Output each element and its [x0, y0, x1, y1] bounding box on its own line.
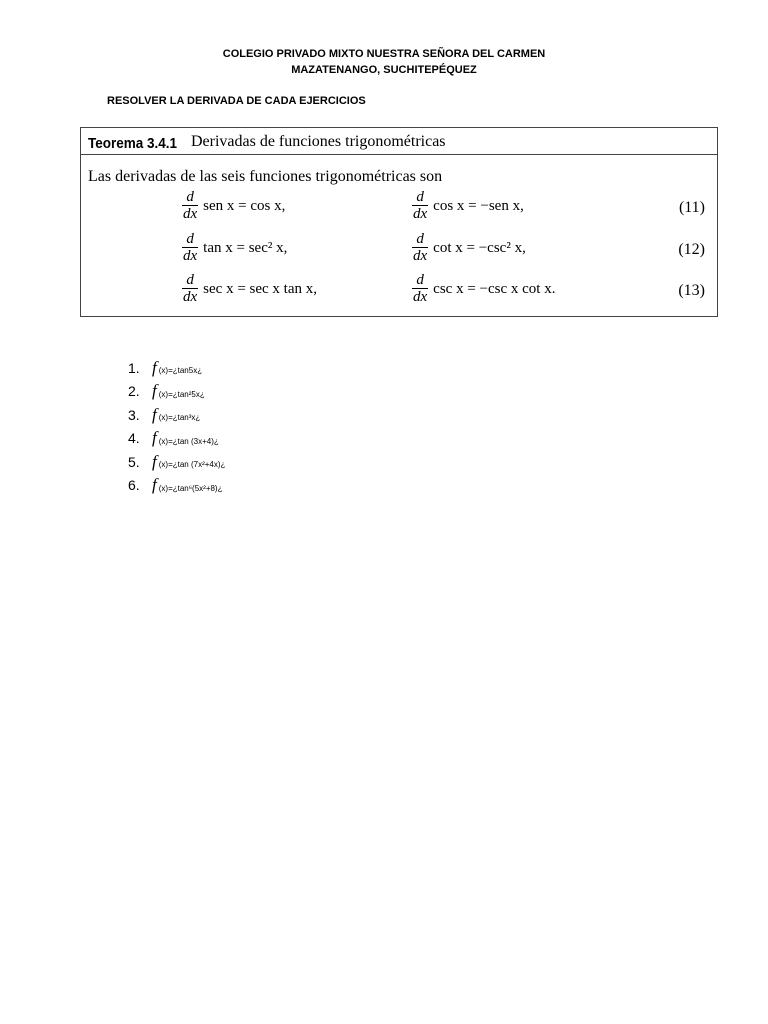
derivative-operator: $\frac{d}{dx}$ — [413, 272, 428, 305]
function-expression: (x)=¿tan (3x+4)¿ — [158, 436, 219, 446]
school-location: MAZATENANGO, SUCHITEPÉQUEZ — [291, 64, 477, 76]
function-symbol: f — [152, 404, 157, 424]
exercise-item — [128, 427, 225, 451]
exercise-item — [128, 474, 225, 498]
equation-number: (13) — [678, 282, 705, 299]
formula-row — [81, 273, 717, 309]
function-expression: (x)=¿tan5x¿ — [158, 366, 203, 376]
function-expression: (x)=¿tan³x¿ — [158, 413, 201, 423]
exercise-item — [128, 403, 225, 427]
function-symbol: f — [152, 381, 157, 401]
derivative-operator: $\frac{d}{dx}$ — [413, 189, 428, 222]
exercise-number: 3. — [128, 406, 140, 423]
derivative-operator: $\frac{d}{dx}$ — [183, 189, 198, 222]
theorem-header — [81, 128, 717, 155]
derivative-operator: $\frac{d}{dx}$ — [413, 231, 428, 264]
exercise-item — [128, 450, 225, 474]
school-name: COLEGIO PRIVADO MIXTO NUESTRA SEÑORA DEL CARMEN — [222, 48, 546, 60]
function-expression: (x)=¿tan (7x²+4x)¿ — [158, 460, 226, 470]
formula-text: sec x = sec x tan x, — [203, 280, 318, 297]
equation-number: (11) — [678, 199, 705, 216]
function-symbol: f — [152, 451, 157, 471]
school-header — [0, 46, 768, 78]
theorem-intro: Las derivadas de las seis funciones trigonométricas son — [88, 168, 443, 185]
function-expression: (x)=¿tan⁶(5x²+8)¿ — [158, 483, 223, 493]
exercise-list — [128, 356, 225, 497]
formula-text: cos x = −sen x, — [433, 197, 524, 214]
formula-text: tan x = sec² x, — [203, 239, 288, 256]
formula-right — [412, 232, 526, 264]
exercise-number: 5. — [128, 453, 140, 470]
equation-number: (12) — [678, 241, 705, 258]
formula-left — [182, 232, 287, 264]
formula-right — [412, 190, 524, 222]
exercise-number: 6. — [128, 477, 140, 494]
instruction-text: RESOLVER LA DERIVADA DE CADA EJERCICIOS — [107, 95, 366, 107]
exercise-item — [128, 356, 225, 380]
formula-text: sen x = cos x, — [203, 197, 286, 214]
exercise-item — [128, 380, 225, 404]
exercise-number: 1. — [128, 359, 140, 376]
exercise-number: 2. — [128, 383, 140, 400]
derivative-operator: $\frac{d}{dx}$ — [183, 231, 198, 264]
function-symbol: f — [152, 357, 157, 377]
function-expression: (x)=¿tan²5x¿ — [158, 389, 205, 399]
exercise-number: 4. — [128, 430, 140, 447]
formula-row — [81, 190, 717, 226]
function-symbol: f — [152, 475, 157, 495]
formula-text: csc x = −csc x cot x. — [433, 280, 556, 297]
formula-right — [412, 273, 555, 305]
theorem-box — [80, 127, 718, 317]
theorem-title: Derivadas de funciones trigonométricas — [190, 133, 446, 150]
formula-left — [182, 273, 317, 305]
derivative-operator: $\frac{d}{dx}$ — [183, 272, 198, 305]
theorem-label: Teorema 3.4.1 — [88, 135, 178, 152]
formula-text: cot x = −csc² x, — [433, 239, 526, 256]
formula-left — [182, 190, 285, 222]
formula-row — [81, 232, 717, 268]
function-symbol: f — [152, 428, 157, 448]
